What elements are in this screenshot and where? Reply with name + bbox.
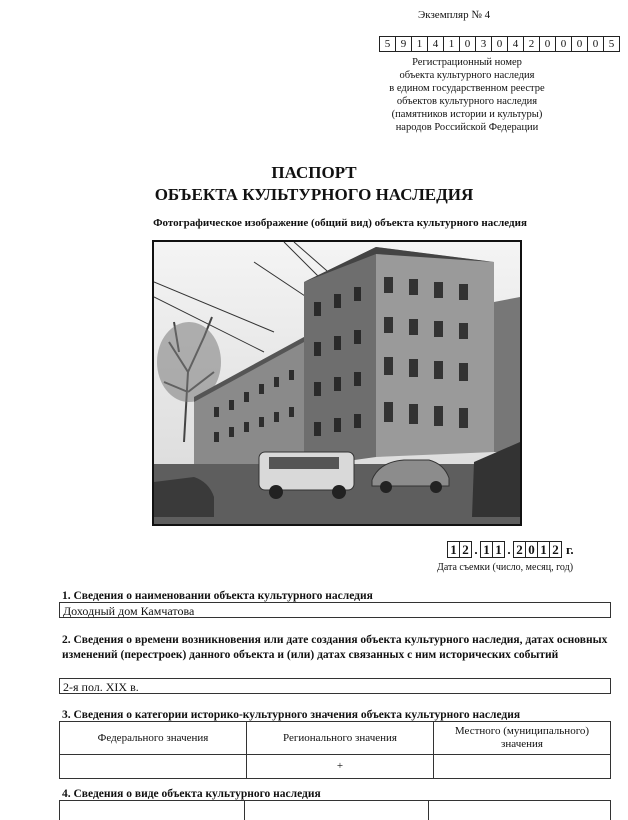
reg-number-digit: 0 — [588, 37, 604, 51]
date-year-boxes — [513, 541, 562, 558]
registration-number-caption — [372, 56, 562, 134]
creation-date-field: 2-я пол. XIX в. — [59, 678, 611, 694]
date-day-boxes — [447, 541, 472, 558]
reg-number-digit: 0 — [460, 37, 476, 51]
reg-number-digit: 5 — [380, 37, 396, 51]
reg-number-digit: 0 — [540, 37, 556, 51]
section-4-title: 4. Сведения о виде объекта культурного наследия — [62, 788, 321, 800]
date-digit: 0 — [526, 542, 538, 557]
reg-number-digit: 5 — [608, 38, 615, 50]
reg-number-digit: 9 — [396, 37, 412, 51]
photo-date-label: Дата съемки (число, месяц, год) — [437, 562, 574, 573]
section-1-title: 1. Сведения о наименовании объекта культурного наследия — [62, 590, 373, 602]
reg-caption-line: в едином государственном реестре — [389, 83, 545, 94]
date-month-boxes — [480, 541, 505, 558]
category-header-regional: Регионального значения — [247, 722, 434, 755]
registration-number-boxes — [379, 36, 620, 52]
category-value-federal — [60, 755, 247, 779]
date-digit: 2 — [462, 541, 469, 557]
date-digit: 1 — [481, 542, 493, 557]
date-separator: . — [474, 542, 478, 557]
table-divider — [244, 801, 245, 820]
category-header-local: Местного (муниципального) значения — [434, 722, 611, 755]
reg-caption-line: объектов культурного наследия — [396, 96, 538, 107]
copy-number-label: Экземпляр № 4 — [418, 9, 491, 21]
reg-caption-line: объекта культурного наследия — [399, 70, 535, 81]
photo-date-boxes — [447, 541, 574, 558]
reg-caption-line: Регистрационный номер — [412, 57, 522, 68]
date-digit: 1 — [448, 542, 460, 557]
reg-caption-line: (памятников истории и культуры) — [391, 109, 543, 120]
table-divider — [428, 801, 429, 820]
building-photo-image — [154, 242, 520, 524]
date-digit: 2 — [514, 542, 526, 557]
object-name-field: Доходный дом Камчатова — [59, 602, 611, 618]
reg-number-digit: 4 — [508, 37, 524, 51]
reg-number-digit: 0 — [556, 37, 572, 51]
date-year-suffix: г. — [566, 542, 574, 557]
title-line-1: ПАСПОРТ — [271, 163, 357, 182]
building-photograph — [152, 240, 522, 526]
date-digit: 1 — [538, 542, 550, 557]
category-table — [59, 721, 611, 779]
date-separator: . — [507, 542, 511, 557]
document-title — [0, 162, 628, 206]
reg-number-digit: 2 — [524, 37, 540, 51]
reg-number-digit: 1 — [412, 37, 428, 51]
section-2-title: 2. Сведения о времени возникновения или дате создания объекта культурного наследия, датах основных изменений (перестроек) данного объекта и (или) датах связанных с ним исторических событий — [62, 634, 608, 661]
reg-caption-line: народов Российской Федерации — [395, 122, 539, 133]
reg-number-digit: 0 — [492, 37, 508, 51]
reg-number-digit: 3 — [476, 37, 492, 51]
section-3-title: 3. Сведения о категории историко-культурного значения объекта культурного наследия — [62, 709, 521, 721]
title-line-2: ОБЪЕКТА КУЛЬТУРНОГО НАСЛЕДИЯ — [154, 185, 474, 204]
object-type-table — [59, 800, 611, 820]
photo-caption: Фотографическое изображение (общий вид) объекта культурного наследия — [153, 217, 527, 229]
category-value-local — [434, 755, 611, 779]
reg-number-digit: 0 — [572, 37, 588, 51]
date-digit: 1 — [495, 541, 502, 557]
reg-number-digit: 4 — [428, 37, 444, 51]
category-value-regional: + — [247, 755, 434, 779]
category-header-federal: Федерального значения — [60, 722, 247, 755]
date-digit: 2 — [552, 541, 559, 557]
reg-number-digit: 1 — [444, 37, 460, 51]
